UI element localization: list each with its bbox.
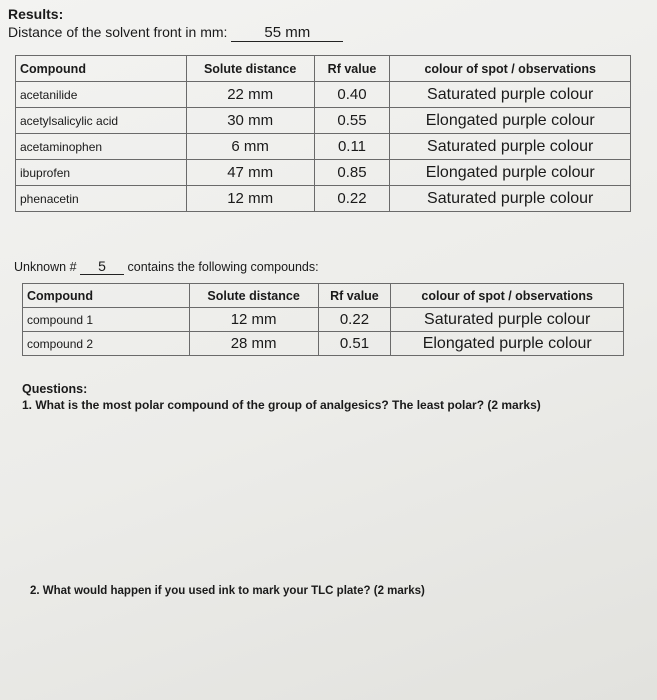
compound-name: acetaminophen [16,134,187,160]
rf-value: 0.40 [314,82,390,108]
results-heading: Results: [8,6,64,22]
header-solute-distance: Solute distance [186,56,314,82]
rf-value: 0.22 [314,186,390,212]
unknown-prefix: Unknown # [14,260,77,274]
solvent-front-line [8,24,343,42]
unknown-line [14,258,319,275]
solute-distance: 12 mm [189,308,318,332]
solvent-front-label: Distance of the solvent front in mm: [8,24,228,40]
table-header-row [23,284,624,308]
table-row [16,134,631,160]
rf-value: 0.51 [318,332,391,356]
table-row [16,82,631,108]
questions-heading: Questions: [22,382,88,396]
compound-name: acetylsalicylic acid [16,108,187,134]
unknown-results-table [22,283,624,356]
table-header-row [16,56,631,82]
rf-value: 0.85 [314,160,390,186]
header-solute-distance: Solute distance [189,284,318,308]
analgesics-results-table [15,55,631,212]
compound-name: acetanilide [16,82,187,108]
observation: Elongated purple colour [390,108,631,134]
table-row [16,186,631,212]
observation: Saturated purple colour [391,308,624,332]
table-row [23,332,624,356]
rf-value: 0.22 [318,308,391,332]
observation: Elongated purple colour [391,332,624,356]
compound-name: compound 2 [23,332,190,356]
observation: Saturated purple colour [390,82,631,108]
header-rf-value: Rf value [318,284,391,308]
observation: Saturated purple colour [390,134,631,160]
header-observations: colour of spot / observations [390,56,631,82]
observation: Elongated purple colour [390,160,631,186]
solvent-front-value: 55 mm [231,24,343,42]
header-observations: colour of spot / observations [391,284,624,308]
compound-name: compound 1 [23,308,190,332]
solute-distance: 28 mm [189,332,318,356]
rf-value: 0.11 [314,134,390,160]
table-row [23,308,624,332]
unknown-number: 5 [80,258,124,275]
solute-distance: 30 mm [186,108,314,134]
question-1: 1. What is the most polar compound of the group of analgesics? The least polar? (2 marks) [22,398,541,412]
header-rf-value: Rf value [314,56,390,82]
solute-distance: 12 mm [186,186,314,212]
solute-distance: 47 mm [186,160,314,186]
question-2: 2. What would happen if you used ink to mark your TLC plate? (2 marks) [30,585,425,597]
table-row [16,108,631,134]
table-row [16,160,631,186]
compound-name: phenacetin [16,186,187,212]
compound-name: ibuprofen [16,160,187,186]
header-compound: Compound [16,56,187,82]
solute-distance: 22 mm [186,82,314,108]
solute-distance: 6 mm [186,134,314,160]
header-compound: Compound [23,284,190,308]
observation: Saturated purple colour [390,186,631,212]
rf-value: 0.55 [314,108,390,134]
unknown-suffix: contains the following compounds: [127,260,319,274]
